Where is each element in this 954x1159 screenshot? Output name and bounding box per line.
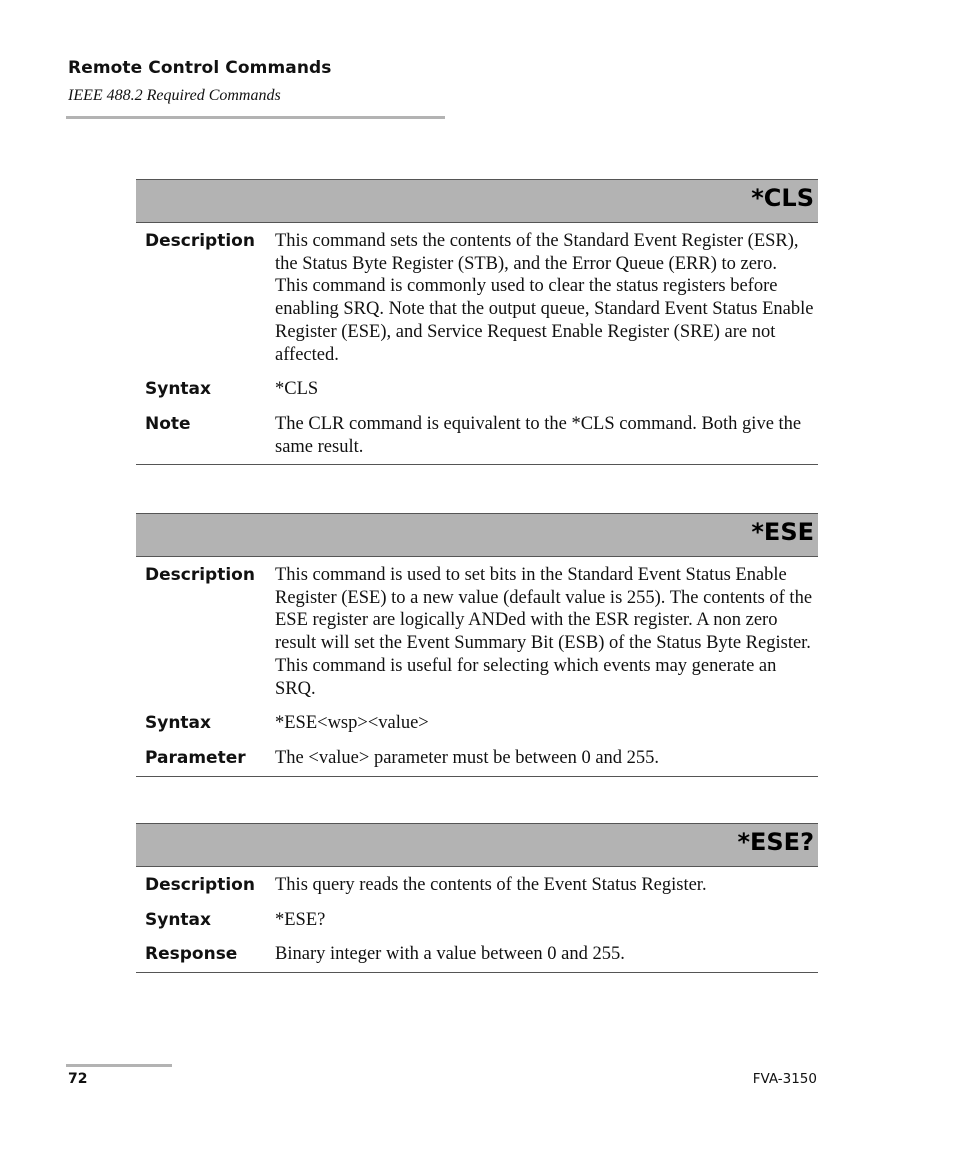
command-name: *ESE? xyxy=(737,828,814,856)
command-header xyxy=(136,513,818,557)
row-text: The CLR command is equivalent to the *CLS command. Both give the same result. xyxy=(275,413,802,457)
table-row xyxy=(136,874,818,897)
command-body xyxy=(136,867,818,973)
row-label: Description xyxy=(145,875,255,895)
document-id: FVA-3150 xyxy=(752,1071,817,1087)
row-label: Note xyxy=(145,413,191,434)
header-divider xyxy=(66,116,445,119)
row-label: Response xyxy=(145,944,238,965)
command-table-ese xyxy=(136,513,818,777)
command-table-ese-query xyxy=(136,823,818,973)
command-name: *ESE xyxy=(751,518,814,546)
command-body xyxy=(136,557,818,777)
table-row xyxy=(136,230,818,366)
row-text: *ESE<wsp><value> xyxy=(275,713,429,734)
row-text: This query reads the contents of the Event Status Register. xyxy=(275,875,707,895)
row-text: This command is used to set bits in the Standard Event Status Enable Register (ESE) to a new value (default value is 255). The contents of the ESE register are logically ANDed with the ESR register. A non zero result will set the Event Summary Bit (ESB) of the Status Byte Register. This command is useful for selecting which events may generate an SRQ. xyxy=(275,565,813,699)
table-row xyxy=(136,413,818,458)
row-label: Syntax xyxy=(145,713,211,734)
section-subtitle: IEEE 488.2 Required Commands xyxy=(68,87,281,104)
row-text: This command sets the contents of the Standard Event Register (ESR), the Status Byte Register (STB), and the Error Queue (ERR) to zero. This command is commonly used to clear the status registers before enabling SRQ. Note that the output queue, Standard Event Status Enable Register (ESE), and Service Request Enable Register (SRE) are not affected. xyxy=(275,231,814,365)
row-text: *ESE? xyxy=(275,909,326,930)
table-row xyxy=(136,712,818,735)
row-text: *CLS xyxy=(275,379,319,400)
table-row xyxy=(136,747,818,770)
command-header xyxy=(136,823,818,867)
row-label: Description xyxy=(145,231,255,251)
page-number: 72 xyxy=(68,1071,88,1087)
table-row xyxy=(136,943,818,966)
section-title: Remote Control Commands xyxy=(68,58,332,78)
command-body xyxy=(136,223,818,465)
row-label: Syntax xyxy=(145,909,211,930)
row-text: Binary integer with a value between 0 and 255. xyxy=(275,944,625,965)
command-table-cls xyxy=(136,179,818,465)
table-row xyxy=(136,378,818,401)
page-header xyxy=(68,58,332,105)
footer-divider xyxy=(66,1064,172,1067)
table-row xyxy=(136,564,818,700)
row-label: Description xyxy=(145,565,255,585)
row-label: Parameter xyxy=(145,747,246,768)
row-label: Syntax xyxy=(145,379,211,400)
command-name: *CLS xyxy=(751,184,814,212)
row-text: The <value> parameter must be between 0 and 255. xyxy=(275,747,660,768)
table-row xyxy=(136,909,818,932)
command-header xyxy=(136,179,818,223)
